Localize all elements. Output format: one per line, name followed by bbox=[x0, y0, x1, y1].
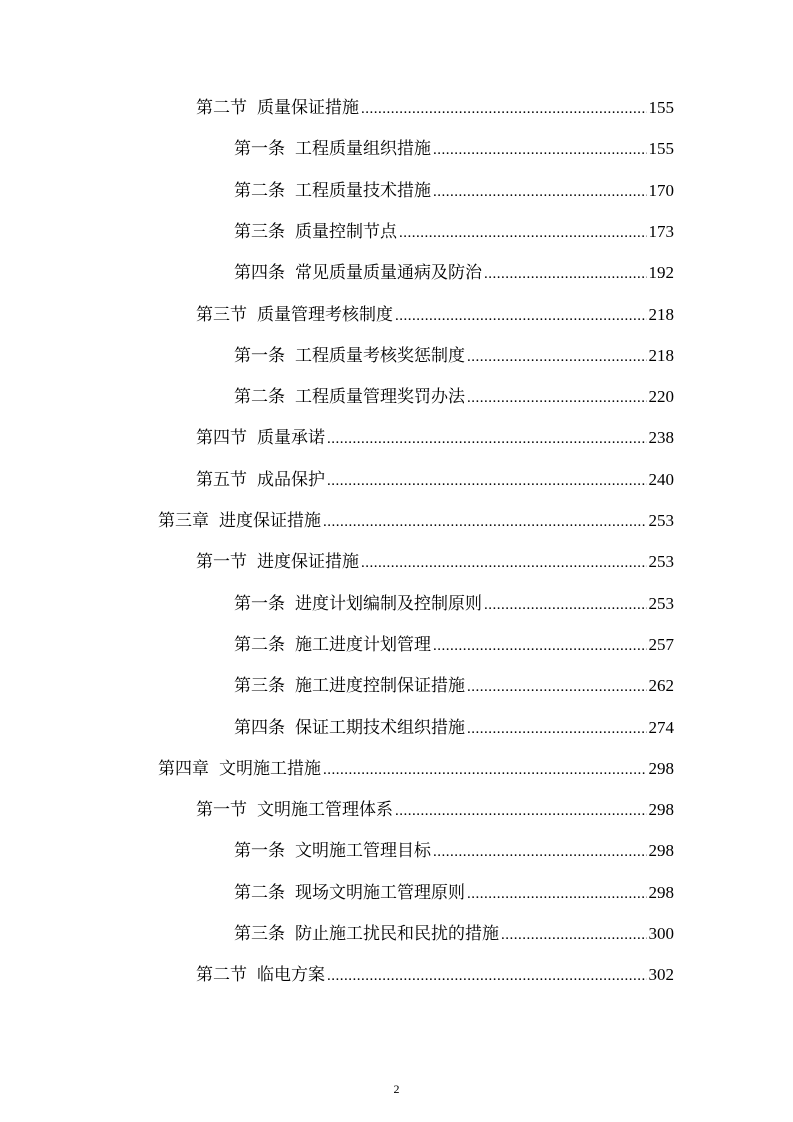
toc-entry-prefix: 第三章 bbox=[158, 511, 209, 531]
toc-entry-prefix: 第一条 bbox=[234, 139, 285, 160]
toc-entry[interactable] bbox=[234, 671, 674, 701]
toc-entry-page: 302 bbox=[648, 965, 674, 985]
toc-entry[interactable] bbox=[196, 960, 674, 990]
toc-entry-page: 253 bbox=[648, 593, 674, 613]
toc-entry-title: 临电方案 bbox=[257, 965, 325, 986]
toc-entry-prefix: 第三节 bbox=[196, 304, 247, 325]
page-number: 2 bbox=[393, 1082, 400, 1096]
toc-entry-title: 现场文明施工管理原则 bbox=[295, 882, 465, 903]
toc-dot-leader bbox=[327, 465, 647, 495]
toc-entry-title: 工程质量技术措施 bbox=[295, 180, 431, 201]
toc-entry[interactable] bbox=[234, 134, 674, 164]
toc-entry[interactable] bbox=[234, 176, 674, 206]
toc-entry[interactable] bbox=[196, 547, 674, 577]
toc-entry-prefix: 第三条 bbox=[234, 924, 285, 944]
toc-entry[interactable] bbox=[234, 258, 674, 288]
toc-dot-leader bbox=[467, 878, 647, 908]
toc-entry-page: 155 bbox=[648, 98, 674, 117]
toc-dot-leader bbox=[484, 589, 647, 619]
toc-entry-page: 238 bbox=[648, 428, 674, 448]
toc-entry-prefix: 第一条 bbox=[234, 345, 285, 366]
toc-entry-page: 298 bbox=[648, 882, 674, 902]
toc-entry-title: 质量管理考核制度 bbox=[257, 304, 393, 325]
toc-entry-page: 298 bbox=[648, 841, 674, 861]
toc-entry-page: 300 bbox=[648, 924, 674, 943]
toc-entry[interactable] bbox=[196, 93, 674, 123]
toc-entry-title: 进度计划编制及控制原则 bbox=[295, 593, 482, 614]
toc-dot-leader bbox=[467, 671, 647, 701]
toc-entry-title: 质量控制节点 bbox=[295, 221, 397, 242]
toc-dot-leader bbox=[361, 93, 647, 123]
toc-entry-prefix: 第三条 bbox=[234, 221, 285, 242]
toc-entry-prefix: 第四条 bbox=[234, 263, 285, 284]
toc-entry[interactable] bbox=[196, 300, 674, 330]
toc-entry-page: 262 bbox=[648, 676, 674, 696]
toc-entry-page: 253 bbox=[648, 511, 674, 530]
toc-dot-leader bbox=[484, 258, 647, 288]
toc-dot-leader bbox=[395, 300, 647, 330]
toc-entry-prefix: 第二条 bbox=[234, 634, 285, 655]
toc-entry[interactable] bbox=[234, 382, 674, 412]
toc-entry-title: 保证工期技术组织措施 bbox=[295, 717, 465, 738]
toc-entry-prefix: 第二条 bbox=[234, 882, 285, 903]
toc-entry-page: 220 bbox=[648, 387, 674, 407]
toc-entry[interactable] bbox=[196, 795, 674, 825]
toc-dot-leader bbox=[467, 382, 647, 412]
toc-entry-page: 218 bbox=[648, 304, 674, 324]
toc-entry-page: 298 bbox=[648, 800, 674, 820]
toc-dot-leader bbox=[433, 134, 647, 164]
toc-entry[interactable] bbox=[158, 506, 674, 536]
toc-entry-prefix: 第二条 bbox=[234, 387, 285, 408]
toc-entry-page: 253 bbox=[648, 552, 674, 572]
toc-entry[interactable] bbox=[234, 217, 674, 247]
toc-entry-title: 工程质量组织措施 bbox=[295, 139, 431, 160]
toc-entry[interactable] bbox=[234, 878, 674, 908]
toc-entry-prefix: 第四节 bbox=[196, 428, 247, 449]
toc-entry-title: 质量承诺 bbox=[257, 428, 325, 449]
toc-entry-page: 218 bbox=[648, 345, 674, 365]
toc-entry-prefix: 第四条 bbox=[234, 717, 285, 738]
toc-entry-page: 155 bbox=[648, 139, 674, 159]
toc-entry-title: 成品保护 bbox=[257, 469, 325, 490]
toc-dot-leader bbox=[433, 836, 647, 866]
toc-entry-page: 192 bbox=[648, 263, 674, 283]
toc-entry[interactable] bbox=[158, 754, 674, 784]
toc-entry-prefix: 第一条 bbox=[234, 593, 285, 614]
toc-dot-leader bbox=[395, 795, 647, 825]
toc-entry-title: 文明施工管理体系 bbox=[257, 800, 393, 821]
toc-dot-leader bbox=[433, 630, 647, 660]
toc-entry[interactable] bbox=[234, 630, 674, 660]
toc-entry-title: 进度保证措施 bbox=[257, 552, 359, 573]
toc-entry-page: 173 bbox=[648, 221, 674, 241]
toc-dot-leader bbox=[327, 960, 647, 990]
toc-entry[interactable] bbox=[196, 465, 674, 495]
toc-entry-title: 防止施工扰民和民扰的措施 bbox=[295, 924, 499, 944]
toc-dot-leader bbox=[323, 506, 647, 536]
toc-dot-leader bbox=[323, 754, 647, 784]
toc-entry-prefix: 第五节 bbox=[196, 469, 247, 490]
toc-dot-leader bbox=[467, 341, 647, 371]
toc-entry-prefix: 第三条 bbox=[234, 676, 285, 697]
toc-entry-prefix: 第一节 bbox=[196, 552, 247, 573]
toc-dot-leader bbox=[327, 423, 647, 453]
toc-entry-title: 施工进度计划管理 bbox=[295, 634, 431, 655]
toc-entry-title: 进度保证措施 bbox=[219, 511, 321, 531]
toc-entry-title: 文明施工措施 bbox=[219, 758, 321, 779]
toc-entry[interactable] bbox=[234, 919, 674, 949]
toc-entry-page: 298 bbox=[648, 758, 674, 778]
toc-entry-page: 257 bbox=[648, 634, 674, 654]
toc-dot-leader bbox=[361, 547, 647, 577]
toc-dot-leader bbox=[501, 919, 647, 949]
toc-entry-title: 工程质量管理奖罚办法 bbox=[295, 387, 465, 408]
toc-entry-title: 质量保证措施 bbox=[257, 98, 359, 118]
toc-dot-leader bbox=[399, 217, 647, 247]
toc-entry-prefix: 第四章 bbox=[158, 758, 209, 779]
toc-dot-leader bbox=[433, 176, 647, 206]
toc-entry-page: 170 bbox=[648, 180, 674, 200]
toc-entry-prefix: 第一节 bbox=[196, 800, 247, 821]
toc-entry-page: 240 bbox=[648, 469, 674, 489]
toc-entry-prefix: 第二节 bbox=[196, 965, 247, 986]
toc-entry-page: 274 bbox=[648, 717, 674, 737]
toc-entry[interactable] bbox=[234, 836, 674, 866]
toc-entry-prefix: 第二条 bbox=[234, 180, 285, 201]
toc-entry[interactable] bbox=[234, 589, 674, 619]
toc-entry-title: 施工进度控制保证措施 bbox=[295, 676, 465, 697]
toc-entry[interactable] bbox=[234, 341, 674, 371]
toc-entry[interactable] bbox=[196, 423, 674, 453]
toc-entry-title: 工程质量考核奖惩制度 bbox=[295, 345, 465, 366]
toc-entry[interactable] bbox=[234, 713, 674, 743]
toc-entry-title: 文明施工管理目标 bbox=[295, 841, 431, 862]
toc-entry-title: 常见质量质量通病及防治 bbox=[295, 263, 482, 284]
toc-dot-leader bbox=[467, 713, 647, 743]
toc-entry-prefix: 第二节 bbox=[196, 98, 247, 118]
toc-entry-prefix: 第一条 bbox=[234, 841, 285, 862]
